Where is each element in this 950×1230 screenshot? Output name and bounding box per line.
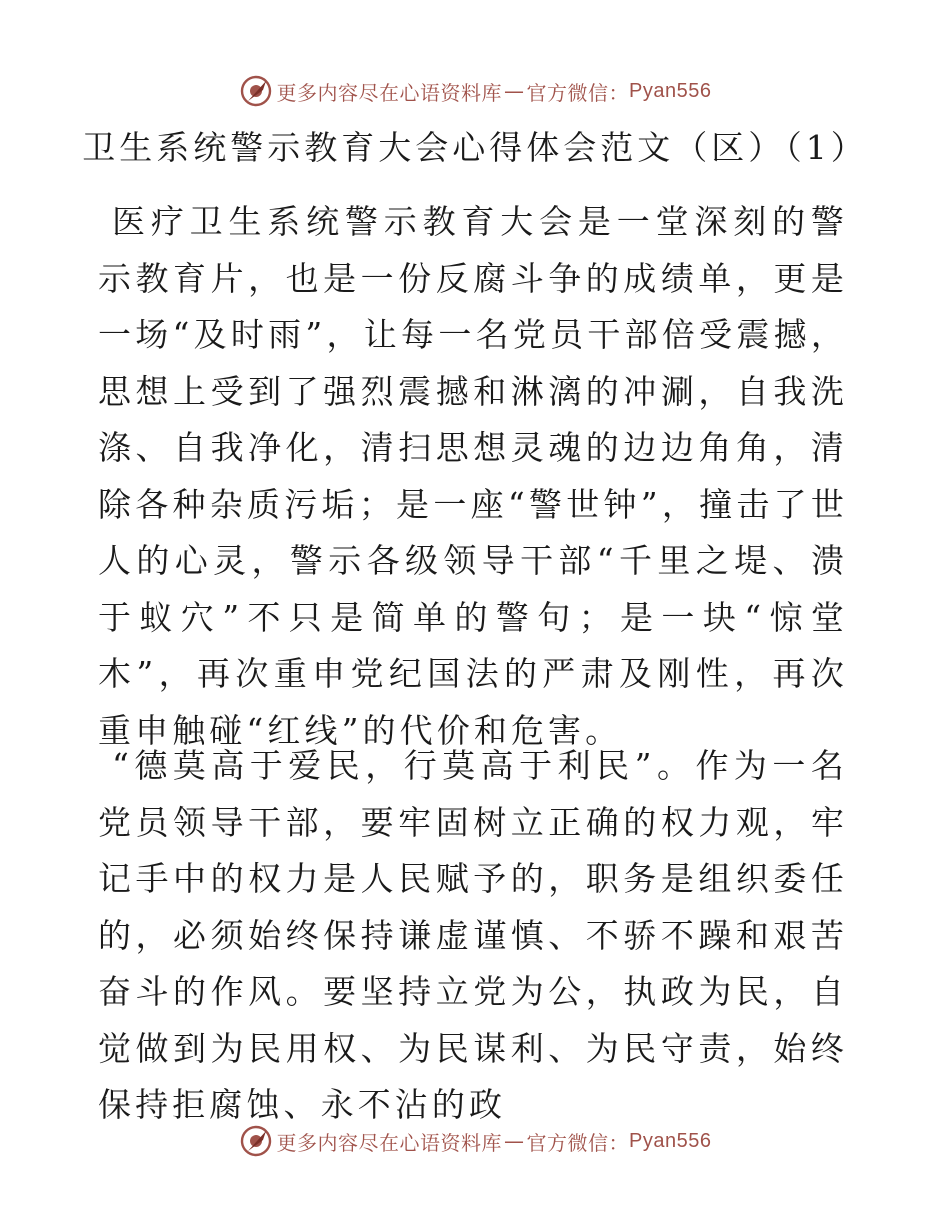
watermark-text: 更多内容尽在心语资料库 bbox=[276, 80, 503, 105]
watermark-suffix: 官方微信： bbox=[526, 1130, 630, 1155]
watermark-separator: — bbox=[504, 79, 525, 103]
watermark-text: 更多内容尽在心语资料库 bbox=[276, 1130, 503, 1155]
watermark-separator: — bbox=[504, 1129, 525, 1153]
paragraph-2: “德莫高于爱民，行莫高于利民”。作为一名党员领导干部，要牢固树立正确的权力观，牢记手中的权力是人民赋予的，职务是组织委任的，必须始终保持谦虚谨慎、不骄不躁和艰苦奋斗的作风。要坚持立党为公，执政为民，自觉做到为民用权、为民谋利、为民守责，始终保持拒腐蚀、永不沾的政 bbox=[98, 746, 848, 1124]
paragraph-1: 医疗卫生系统警示教育大会是一堂深刻的警示教育片，也是一份反腐斗争的成绩单，更是一场“及时雨”，让每一名党员干部倍受震撼，思想上受到了强烈震撼和淋漓的冲涮，自我洗涤、自我净化，清扫思想灵魂的边边角角，清除各种杂质污垢；是一座“警世钟”，撞击了世人的心灵，警示各级领导干部“千里之堤、溃于蚁穴”不只是简单的警句；是一块“惊堂木”，再次重申党纪国法的严肃及刚性，再次重申触碰“红线”的代价和危害。 bbox=[98, 202, 848, 750]
watermark-footer bbox=[0, 1124, 950, 1158]
watermark-id: Pyan556 bbox=[629, 1129, 712, 1152]
document-title: 卫生系统警示教育大会心得体会范文（区）（1） bbox=[82, 128, 868, 167]
watermark-id: Pyan556 bbox=[629, 79, 712, 102]
quill-logo-icon bbox=[239, 1124, 273, 1158]
quill-logo-icon bbox=[239, 74, 273, 108]
watermark-suffix: 官方微信： bbox=[526, 80, 630, 105]
watermark-header bbox=[0, 74, 950, 108]
